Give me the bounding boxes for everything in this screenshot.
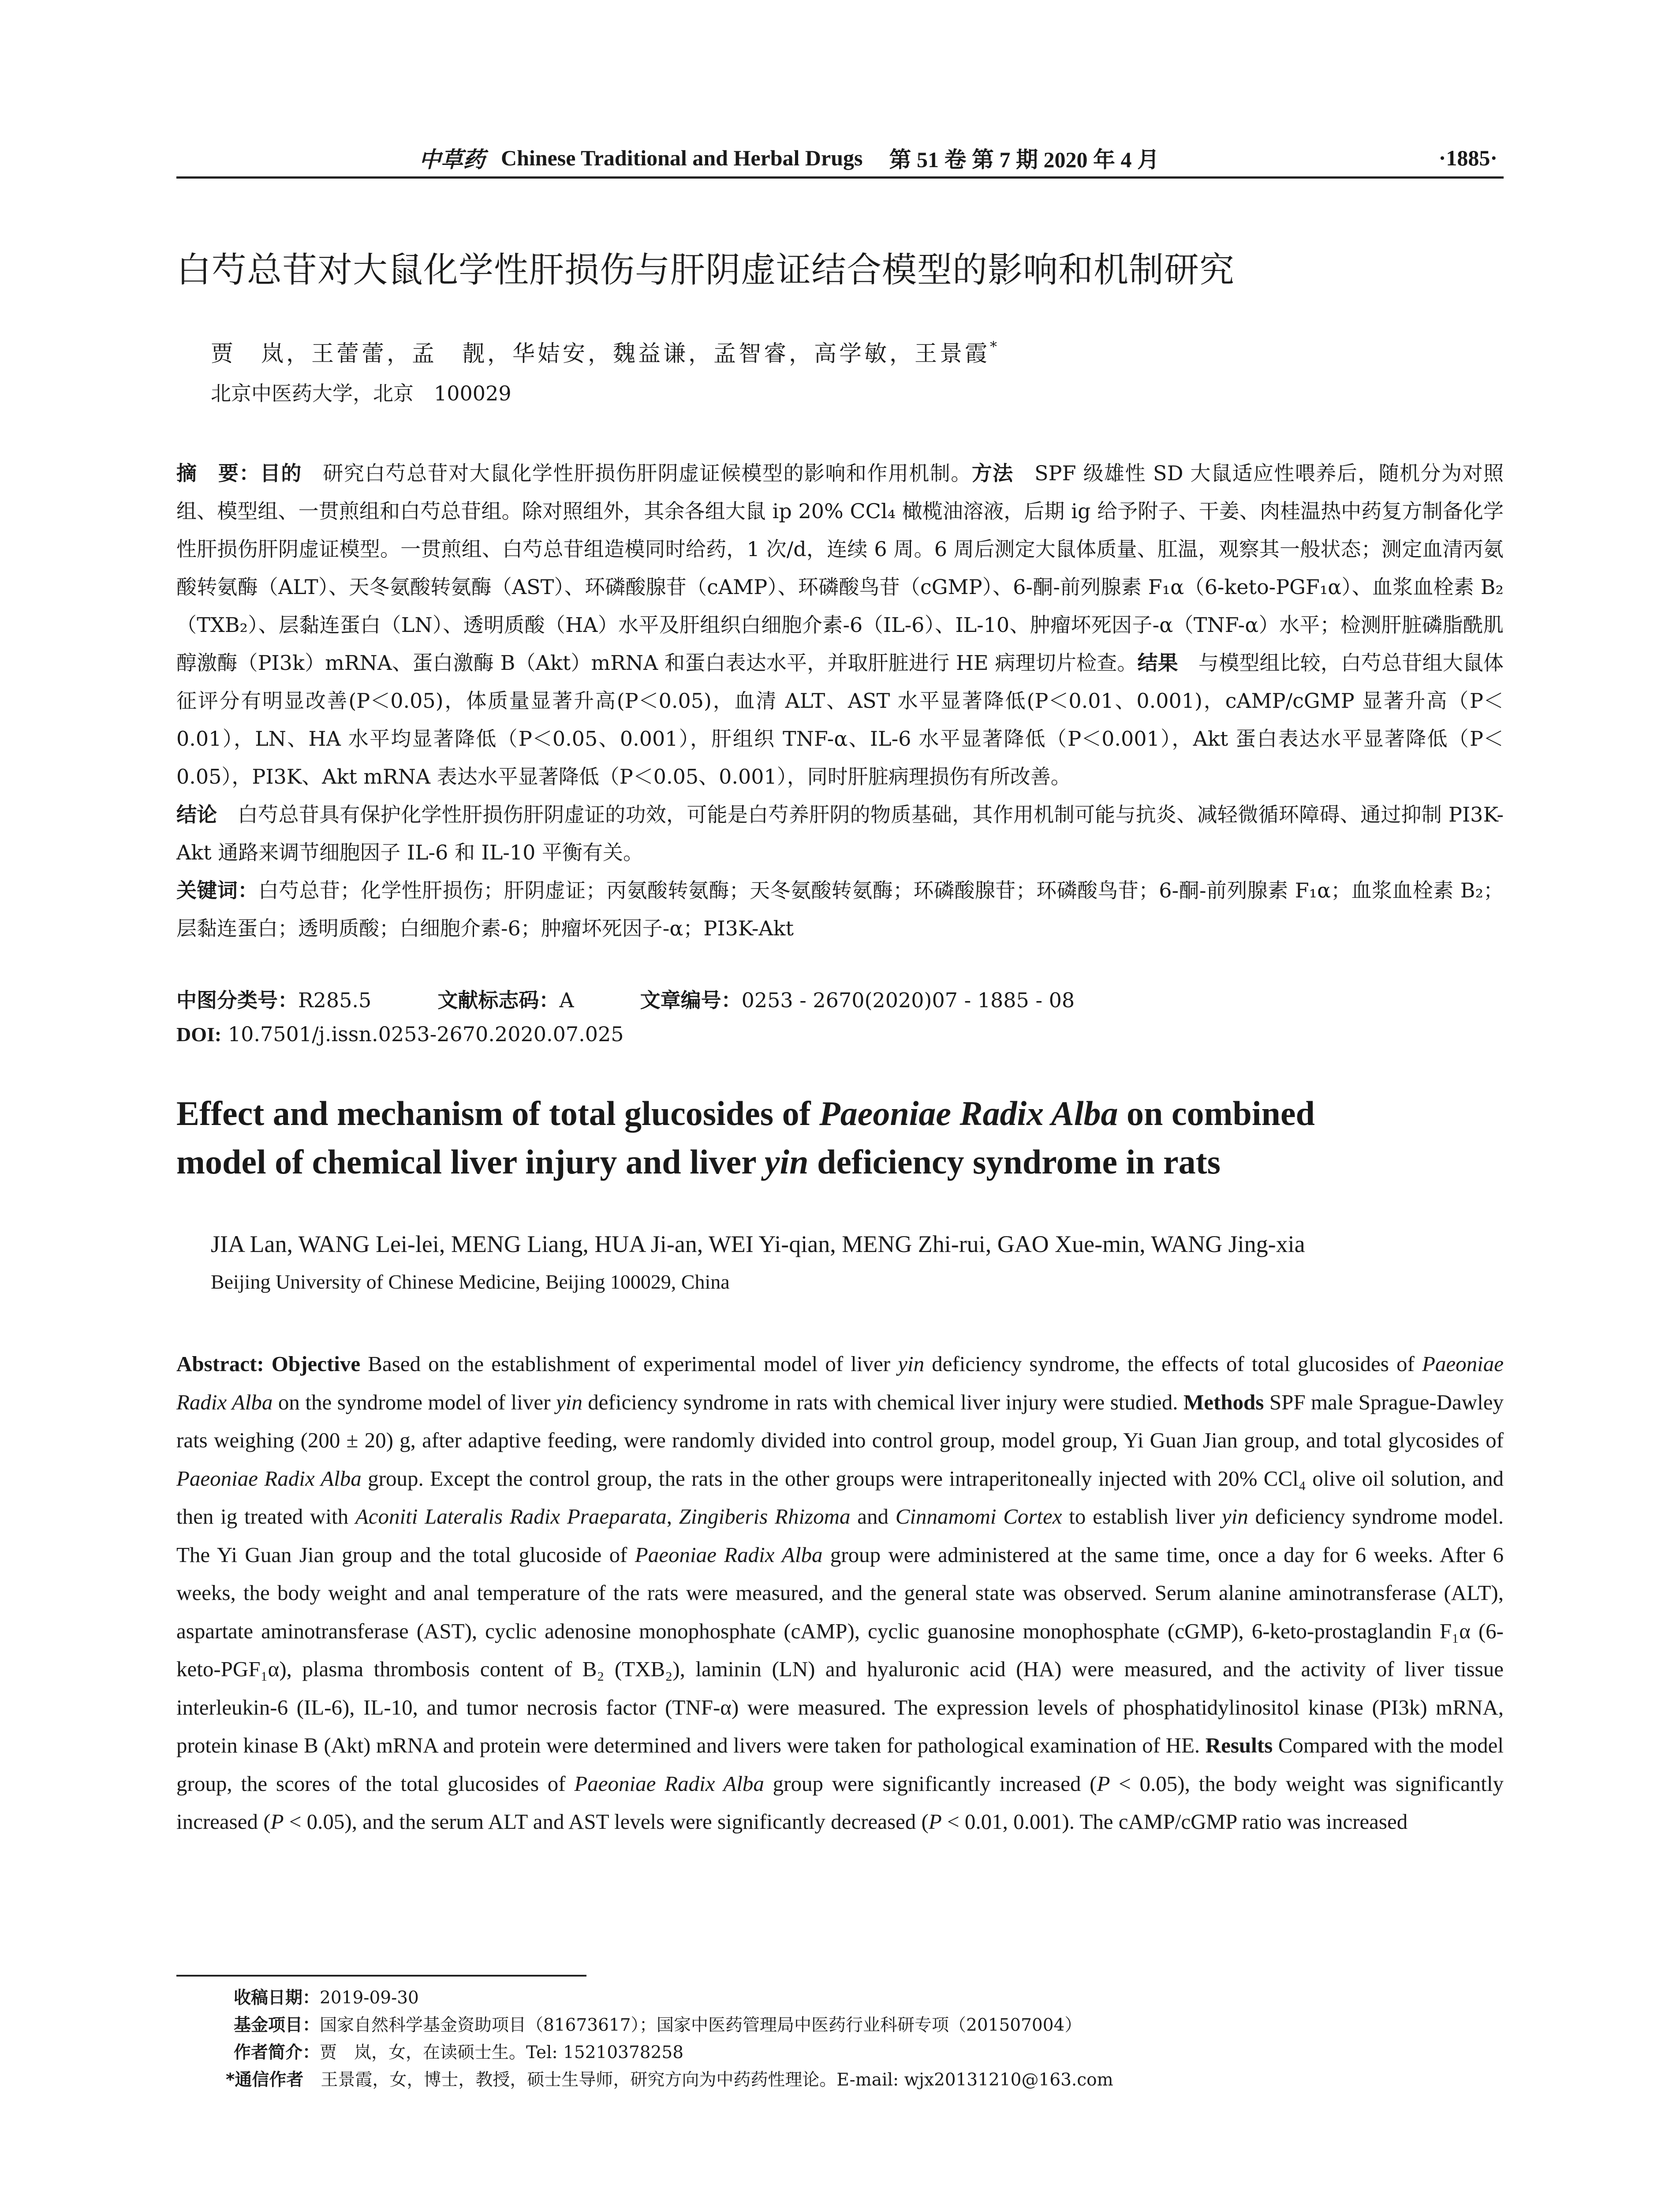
abstract-text: < 0.01, 0.001). The cAMP/cGMP ratio was increased xyxy=(941,1809,1408,1834)
abstract-text: deficiency syndrome in rats with chemical liver injury were studied. xyxy=(582,1390,1183,1414)
clc-value: R285.5 xyxy=(298,988,372,1012)
received-label: 收稿日期： xyxy=(234,1988,320,2008)
abstract-italic: Paeoniae Radix Alba xyxy=(635,1542,823,1567)
affiliation-english: Beijing University of Chinese Medicine, Beijing 100029, China xyxy=(211,1271,730,1293)
abstract-chinese xyxy=(176,454,1504,947)
journal-logo: 中草药 xyxy=(419,146,485,172)
footnotes xyxy=(226,1984,1504,2094)
abstract-text: SPF male Sprague-Dawley rats weighing (200 ± 20) g, after adaptive feeding, were randomly divided into control group, model group, Yi Guan Jian group, and total glycosides of xyxy=(176,1390,1504,1452)
doc-code-value: A xyxy=(559,988,574,1012)
affiliation-chinese: 北京中医药大学，北京 100029 xyxy=(211,381,511,405)
footnote-fund xyxy=(234,2012,1504,2039)
author-bio-label: 作者简介： xyxy=(234,2043,320,2063)
header-rule xyxy=(176,176,1504,179)
doi-line xyxy=(176,1022,1504,1046)
methods-label: 方法 xyxy=(971,461,1014,485)
footnote-received xyxy=(234,1984,1504,2012)
authors-chinese xyxy=(211,335,1490,368)
abstract-text: deficiency syndrome model. The Yi Guan Jian group and the total glucoside of xyxy=(176,1504,1504,1567)
title-chinese: 白芍总苷对大鼠化学性肝损伤与肝阴虚证结合模型的影响和机制研究 xyxy=(176,250,1235,290)
abstract-text: < 0.05), the body weight was significantly increased ( xyxy=(176,1771,1504,1834)
abstract-text: Compared with the model group, the scores of the total glucosides of xyxy=(176,1733,1504,1796)
conclusion-text: 白芍总苷具有保护化学性肝损伤肝阴虚证的功效，可能是白芍养肝阴的物质基础，其作用机制可能与抗炎、减轻微循环障碍、通过抑制 PI3K-Akt 通路来调节细胞因子 IL-6 和 IL-10 平衡有关。 xyxy=(176,803,1504,864)
abstract-italic: Zingiberis Rhizoma xyxy=(679,1504,851,1529)
abstract-italic: yin xyxy=(898,1352,925,1376)
abstract-italic: P xyxy=(1097,1771,1110,1796)
results-en-label: Results xyxy=(1205,1733,1273,1757)
methods-text: SPF 级雄性 SD 大鼠适应性喂养后，随机分为对照组、模型组、一贯煎组和白芍总苷组。除对照组外，其余各组大鼠 ip 20% CCl₄ 橄榄油溶液，后期 ig 给予附子、干姜、肉桂温热中药复方制备化学性肝损伤肝阴虚证模型。一贯煎组、白芍总苷组造模同时给药，1 次/d，连续 6 周。6 周后测定大鼠体质量、肛温，观察其一般状态；测定血清丙氨酸转氨酶（ALT）、天冬氨酸转氨酶（AST）、环磷酸腺苷（cAMP）、环磷酸鸟苷（cGMP）、6-酮-前列腺素 F₁α（6-keto-PGF₁α）、血浆血栓素 B₂（TXB₂）、层黏连蛋白（LN）、透明质酸（HA）水平及肝组织白细胞介素-6（IL-6）、IL-10、肿瘤坏死因子-α（TNF-α）水平；检测肝脏磷脂酰肌醇激酶（PI3k）mRNA、蛋白激酶 B（Akt）mRNA 和蛋白表达水平，并取肝脏进行 HE 病理切片检查。 xyxy=(176,461,1504,675)
keywords-chinese xyxy=(176,871,1504,947)
title-english-line-2 xyxy=(176,1138,1521,1186)
methods-en-label: Methods xyxy=(1183,1390,1264,1414)
corresponding-text: 王景霞，女，博士，教授，硕士生导师，研究方向为中药药性理论。E-mail: wjx20131210@163.com xyxy=(303,2070,1113,2090)
footnote-corresponding xyxy=(226,2067,1504,2094)
title-text: model of chemical liver injury and liver xyxy=(176,1143,765,1181)
corresponding-label: *通信作者 xyxy=(226,2070,304,2090)
abstract-italic: P xyxy=(270,1809,284,1834)
article-number-label: 文章编号： xyxy=(640,988,742,1012)
title-text: Effect and mechanism of total glucosides of xyxy=(176,1094,820,1132)
abstract-text: group. Except the control group, the rats in the other groups were intraperitoneally injected with 20% CCl₄ olive oil solution, and then ig treated with xyxy=(176,1466,1504,1529)
abstract-text: on the syndrome model of liver xyxy=(273,1390,556,1414)
doi-value: 10.7501/j.issn.0253-2670.2020.07.025 xyxy=(228,1022,624,1046)
title-english-line-1 xyxy=(176,1089,1521,1138)
abstract-text: deficiency syndrome, the effects of total glucosides of xyxy=(924,1352,1422,1376)
running-header xyxy=(176,140,1504,176)
abstract-italic: Cinnamomi Cortex xyxy=(895,1504,1062,1529)
footnote-author xyxy=(234,2039,1504,2067)
abstract-italic: yin xyxy=(1221,1504,1248,1529)
abstract-en-label: Abstract: Objective xyxy=(176,1352,361,1376)
title-italic: yin xyxy=(764,1143,809,1181)
classification-line xyxy=(176,984,1504,1013)
page-number: ·1885· xyxy=(1438,146,1497,170)
keywords-text: 白芍总苷；化学性肝损伤；肝阴虚证；丙氨酸转氨酶；天冬氨酸转氨酶；环磷酸腺苷；环磷酸鸟苷；6-酮-前列腺素 F₁α；血浆血栓素 B₂；层黏连蛋白；透明质酸；白细胞介素-6；肿瘤坏死因子-α；PI3K-Akt xyxy=(176,878,1504,940)
conclusion-paragraph xyxy=(176,796,1504,871)
abstract-english xyxy=(176,1345,1504,1841)
authors-chinese-names: 贾 岚，王蕾蕾，孟 靓，华姞安，魏益谦，孟智睿，高学敏，王景霞 xyxy=(211,341,990,367)
received-date: 2019-09-30 xyxy=(320,1988,419,2008)
abstract-italic: Paeoniae Radix Alba xyxy=(176,1352,1504,1414)
abstract-text: , xyxy=(666,1504,679,1529)
abstract-italic: Paeoniae Radix Alba xyxy=(176,1466,362,1491)
authors-english: JIA Lan, WANG Lei-lei, MENG Liang, HUA Ji-an, WEI Yi-qian, MENG Zhi-rui, GAO Xue-min, WANG Jing-xia xyxy=(211,1231,1305,1257)
author-bio-text: 贾 岚，女，在读硕士生。Tel: 15210378258 xyxy=(320,2043,684,2063)
fund-text: 国家自然科学基金资助项目（81673617）；国家中医药管理局中医药行业科研专项（201507004） xyxy=(320,2015,1082,2035)
abstract-text: group were significantly increased ( xyxy=(764,1771,1097,1796)
objective-label: 目的 xyxy=(260,461,302,485)
abstract-text: and xyxy=(850,1504,896,1529)
results-label: 结果 xyxy=(1137,651,1178,675)
objective-text: 研究白芍总苷对大鼠化学性肝损伤肝阴虚证候模型的影响和作用机制。 xyxy=(302,461,972,485)
title-italic: Paeoniae Radix Alba xyxy=(819,1094,1118,1132)
footnote-rule xyxy=(176,1975,586,1977)
title-english xyxy=(176,1089,1521,1186)
conclusion-label: 结论 xyxy=(176,803,217,826)
abstract-text: group were administered at the same time, once a day for 6 weeks. After 6 weeks, the body weight and anal temperature of the rats were measured, and the general state was observed. Serum alanine aminotransferase (ALT), aspartate aminotransferase (AST), cyclic adenosine monophosphate (cAMP), cyclic guanosine monophosphate (cGMP), 6-keto-prostaglandin F₁α (6-keto-PGF₁α), plasma thrombosis content of B₂ (TXB₂), laminin (LN) and hyaluronic acid (HA) were measured, and the activity of liver tissue interleukin-6 (IL-6), IL-10, and tumor necrosis factor (TNF-α) were measured. The expression levels of phosphatidylinositol kinase (PI3k) mRNA, protein kinase B (Akt) mRNA and protein were determined and livers were taken for pathological examination of HE. xyxy=(176,1542,1504,1757)
journal-name: Chinese Traditional and Herbal Drugs xyxy=(501,146,863,170)
abstract-italic: Paeoniae Radix Alba xyxy=(574,1771,764,1796)
journal-issue: 第 51 卷 第 7 期 2020 年 4 月 xyxy=(889,147,1159,172)
abstract-text: < 0.05), and the serum ALT and AST levels were significantly decreased ( xyxy=(284,1809,929,1834)
abstract-italic: P xyxy=(928,1809,942,1834)
abstract-italic: yin xyxy=(556,1390,582,1414)
fund-label: 基金项目： xyxy=(234,2015,320,2035)
doc-code-label: 文献标志码： xyxy=(437,988,560,1012)
corresponding-mark: * xyxy=(990,338,997,355)
abstract-label: 摘 要： xyxy=(176,461,260,485)
title-text: deficiency syndrome in rats xyxy=(808,1143,1221,1181)
keywords-label: 关键词： xyxy=(176,878,258,902)
abstract-text: Based on the establishment of experimental model of liver xyxy=(360,1352,898,1376)
title-text: on combined xyxy=(1118,1094,1315,1132)
abstract-chinese-body xyxy=(176,454,1504,796)
results-text: 与模型组比较，白芍总苷组大鼠体征评分有明显改善(P＜0.05)，体质量显著升高(P＜0.05)，血清 ALT、AST 水平显著降低(P＜0.01、0.001)，cAMP/cGMP 显著升高（P＜0.01），LN、HA 水平均显著降低（P＜0.05、0.001），肝组织 TNF-α、IL-6 水平显著降低（P＜0.001），Akt 蛋白表达水平显著降低（P＜0.05），PI3K、Akt mRNA 表达水平显著降低（P＜0.05、0.001），同时肝脏病理损伤有所改善。 xyxy=(176,651,1504,789)
abstract-italic: Aconiti Lateralis Radix Praeparata xyxy=(355,1504,667,1529)
article-number-value: 0253 - 2670(2020)07 - 1885 - 08 xyxy=(741,988,1075,1012)
clc-label: 中图分类号： xyxy=(176,988,298,1012)
doi-label: DOI: xyxy=(176,1023,222,1046)
abstract-text: to establish liver xyxy=(1062,1504,1222,1529)
